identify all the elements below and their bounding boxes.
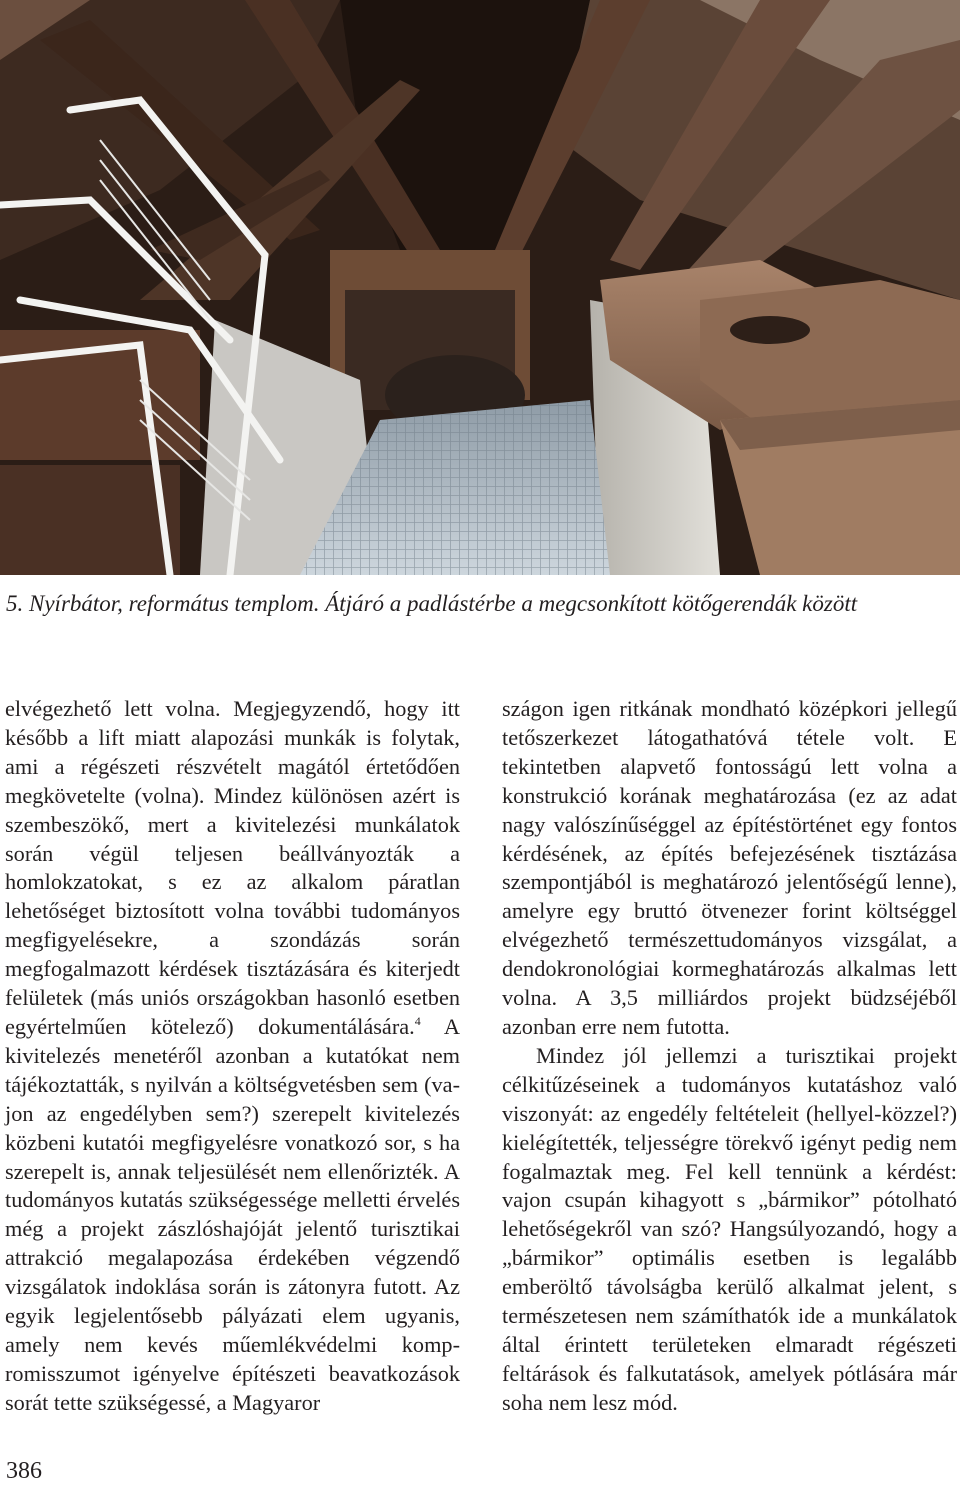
paragraph-text: elvégezhető lett volna. Megjegyzendő, hogy itt később a lift miatt alapozási munkák is folytak, ami a régészeti részvételt magától értetődően megkövetelte (volna). Mindez különösen azért is szembeszökő, mert a kivitelezési munkálatok során végül teljesen beállványozták a homlokzatokat, s ez az alkalom páratlan lehetőséget biztosított volna további tudományos megfigyelésekre, a szondázás során megfogalmazott kérdések tisztázására és kiterjedt felületek (más uniós országokban hasonló esetben egyértelműen kötelező) dokumentálására.: [5, 696, 460, 1039]
footnote-ref: 4: [414, 1013, 421, 1028]
paragraph: szágon igen ritkának mondható középkori jellegű tetőszerkezet látogathatóvá tétele volt. E tekintetben alapvető fontosságú lett volna a konstrukció korának meghatározása (ez az adat nagy valószínűséggel az építéstörténet egy fontos kérdésének, az építés befejezésének tisztázása szempontjából is meghatározó jelentőségű lenne), amelyre egy bruttó ötvenezer forint költséggel elvégezhető természettudományos vizsgálat, a dendokronológiai kormeghatározás alkalmas lett volna. A 3,5 milliárdos projekt büdzséjéből azonban erre nem futotta.: [502, 696, 957, 1039]
attic-passage-photo: [0, 0, 960, 575]
text-column-right: [502, 695, 957, 1418]
text-column-left: [5, 695, 460, 1418]
figure-caption: 5. Nyírbátor, református templom. Átjáró a padlástérbe a megcsonkított kötőgerendák között: [6, 591, 858, 616]
paragraph: [5, 695, 460, 1418]
page-number: 386: [6, 1458, 42, 1484]
paragraph-text: A kivitelezés menetéről azonban a kutatókat nem tájékoztatták, s nyilván a költségvetésben sem (vajon az engedélyben sem?) szerepelt kivitelezés közbeni kutatói megfigyelésre vonatkozó sor, s ha szerepelt is, annak teljesülését nem ellenőrizték. A tudományos kutatás szükségessége melletti érvelés még a projekt zászlóshajóját jelentő turisztikai attrakció megalapozása érdekében végzendő vizsgálatok indoklása során is zátonyra futott. Az egyik legjelentősebb pályázati elem ugyanis, amely nem kevés műemlékvédelmi kompromisszumot igényelve építészeti beavatkozások sorát tette szükségessé, a Magyaror: [5, 1013, 460, 1415]
paragraph: Mindez jól jellemzi a turisztikai projekt célkitűzéseinek a tudományos kutatáshoz való viszonyát: az engedély feltételeit (hellyel-közzel?) kielégítették, teljességre törekvő igényt pedig nem fogalmaztak meg. Fel kell tennünk a kérdést: vajon csupán kihagyott s „bármikor” pótolható lehetőségekről van szó? Hangsúlyozandó, hogy a „bármikor” optimális esetben is legalább emberöltő távolságba kerülő alkalmat jelent, s természetesen nem számíthatók ide a munkálatok által érintett területeken elmaradt régészeti feltárások és falkutatások, amelyek pótlására már soha nem lesz mód.: [502, 1042, 957, 1415]
